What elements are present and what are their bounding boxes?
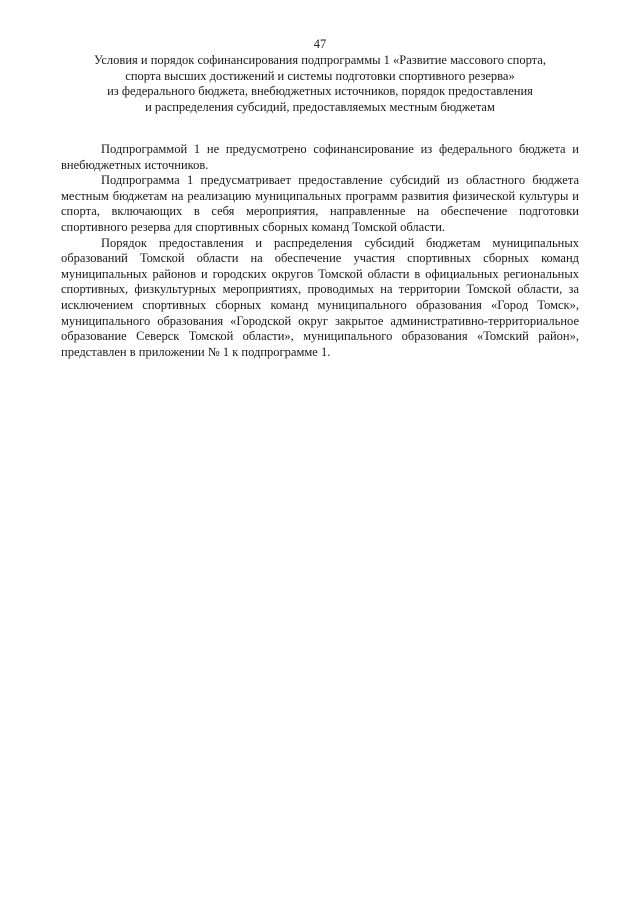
heading-line: Условия и порядок софинансирования подпрограммы 1 «Развитие массового спорта, <box>94 53 546 67</box>
page-number: 47 <box>313 37 327 51</box>
section-heading <box>60 53 580 115</box>
heading-line: спорта высших достижений и системы подготовки спортивного резерва» <box>125 68 515 83</box>
paragraph-subsidies: Подпрограмма 1 предусматривает предоставление субсидий из областного бюджета местным бюджетам на реализацию муниципальных программ развития физической культуры и спорта, включающих в себя мероприятия, направленные на обеспечение подготовки спортивного резерва для спортивных сборных команд Томской области. <box>61 173 579 234</box>
heading-line: и распределения субсидий, предоставляемых местным бюджетам <box>145 99 495 114</box>
paragraph-cofinancing: Подпрограммой 1 не предусмотрено софинансирование из федерального бюджета и внебюджетных источников. <box>61 142 579 172</box>
heading-line: из федерального бюджета, внебюджетных источников, порядок предоставления <box>107 84 533 98</box>
body-text <box>61 142 579 360</box>
paragraph-procedure: Порядок предоставления и распределения субсидий бюджетам муниципальных образований Томской области на обеспечение участия спортивных сборных команд муниципальных районов и городских округов Томской области в официальных региональных спортивных, физкультурных мероприятиях, проводимых на территории Томской области, за исключением спортивных сборных команд муниципального образования «Город Томск», муниципального образования «Городской округ закрытое административно-территориальное образование Северск Томской области», муниципального образования «Томский район», представлен в приложении № 1 к подпрограмме 1. <box>61 235 579 359</box>
